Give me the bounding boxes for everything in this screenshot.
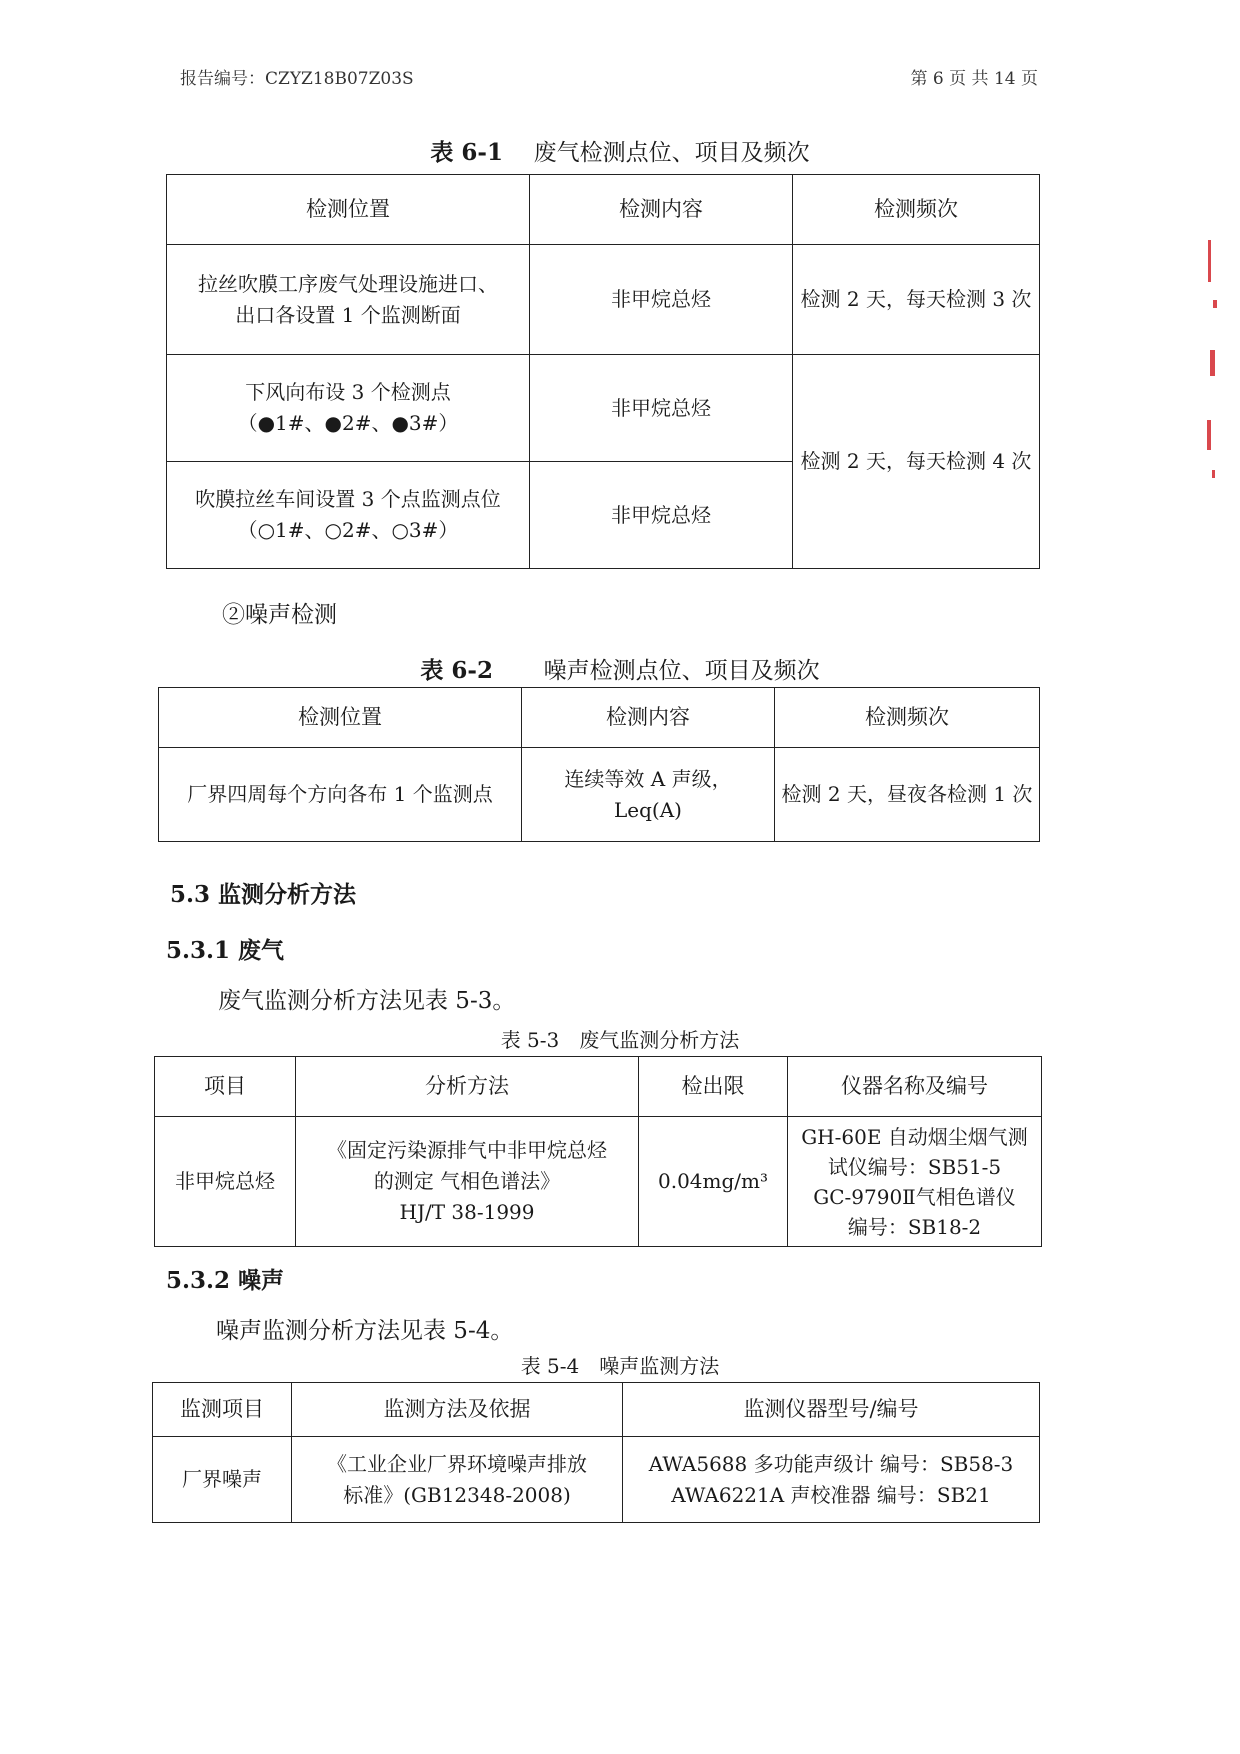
header-item: 监测项目 <box>153 1383 292 1437</box>
table-row <box>167 245 1040 355</box>
table-5-4 <box>152 1382 1040 1523</box>
cell-line: 标准》(GB12348-2008) <box>343 1482 571 1507</box>
table-row <box>159 748 1040 842</box>
cell-line: （●1#、●2#、●3#） <box>237 411 459 435</box>
cell-instrument <box>788 1117 1042 1247</box>
cell-method <box>296 1117 639 1247</box>
cell-line: GC-9790Ⅱ气相色谱仪 <box>813 1184 1016 1209</box>
table-6-1-title: 废气检测点位、项目及频次 <box>533 140 810 166</box>
cell-line: （○1#、○2#、○3#） <box>237 518 459 542</box>
header-method: 分析方法 <box>296 1057 639 1117</box>
cell-instrument <box>623 1437 1040 1523</box>
cell-line: GH-60E 自动烟尘烟气测 <box>801 1124 1028 1149</box>
cell-line: 试仪编号：SB51-5 <box>827 1154 1002 1179</box>
table-6-1-number: 表 6-1 <box>430 139 503 166</box>
cell-frequency: 检测 2 天，昼夜各检测 1 次 <box>775 748 1040 842</box>
section-5-3-2-heading: 5.3.2 噪声 <box>166 1267 285 1294</box>
cell-line: 拉丝吹膜工序废气处理设施进口、 <box>198 271 498 296</box>
cell-location <box>167 355 530 462</box>
cell-line: 《工业企业厂界环境噪声排放 <box>327 1451 587 1476</box>
cell-line: AWA5688 多功能声级计 编号：SB58-3 <box>648 1451 1014 1476</box>
page-indicator: 第 6 页 共 14 页 <box>910 69 1038 89</box>
header-instrument: 监测仪器型号/编号 <box>623 1383 1040 1437</box>
header-location: 检测位置 <box>167 175 530 245</box>
table-6-2-caption <box>0 652 1240 685</box>
table-row <box>153 1437 1040 1523</box>
cell-line: Leq(A) <box>614 797 682 822</box>
table-row <box>155 1117 1042 1247</box>
cell-location <box>167 245 530 355</box>
cell-item: 厂界噪声 <box>153 1437 292 1523</box>
header-instrument: 仪器名称及编号 <box>788 1057 1042 1117</box>
table-row <box>167 355 1040 462</box>
section-5-3-1-paragraph: 废气监测分析方法见表 5-3。 <box>218 988 516 1014</box>
cell-content: 非甲烷总烃 <box>530 245 793 355</box>
table-6-1-caption <box>0 134 1240 167</box>
table-header-row <box>159 688 1040 748</box>
cell-line: HJ/T 38-1999 <box>399 1200 535 1224</box>
cell-item: 非甲烷总烃 <box>155 1117 296 1247</box>
header-limit: 检出限 <box>639 1057 788 1117</box>
report-number: 报告编号：CZYZ18B07Z03S <box>180 69 414 89</box>
header-content: 检测内容 <box>530 175 793 245</box>
section-5-3-1-heading: 5.3.1 废气 <box>166 937 285 964</box>
cell-method <box>292 1437 623 1523</box>
header-method: 监测方法及依据 <box>292 1383 623 1437</box>
header-frequency: 检测频次 <box>775 688 1040 748</box>
cell-line: 《固定污染源排气中非甲烷总烃 <box>327 1138 607 1162</box>
table-5-3-caption: 表 5-3 废气监测分析方法 <box>500 1028 740 1052</box>
cell-line: 连续等效 A 声级， <box>564 766 732 791</box>
cell-limit: 0.04mg/m³ <box>639 1117 788 1247</box>
table-5-3 <box>154 1056 1042 1247</box>
cell-content: 非甲烷总烃 <box>530 462 793 569</box>
table-6-2 <box>158 687 1040 842</box>
cell-frequency: 检测 2 天，每天检测 3 次 <box>793 245 1040 355</box>
cell-line: 出口各设置 1 个监测断面 <box>235 302 461 327</box>
table-header-row <box>167 175 1040 245</box>
table-header-row <box>153 1383 1040 1437</box>
cell-content: 非甲烷总烃 <box>530 355 793 462</box>
table-6-2-number: 表 6-2 <box>420 657 493 684</box>
section-5-3-2-paragraph: 噪声监测分析方法见表 5-4。 <box>216 1318 514 1344</box>
header-location: 检测位置 <box>159 688 522 748</box>
header-item: 项目 <box>155 1057 296 1117</box>
cell-line: AWA6221A 声校准器 编号：SB21 <box>671 1482 991 1507</box>
table-6-2-title: 噪声检测点位、项目及频次 <box>543 658 820 684</box>
section-5-3-heading: 5.3 监测分析方法 <box>170 881 357 908</box>
header-frequency: 检测频次 <box>793 175 1040 245</box>
table-5-4-caption: 表 5-4 噪声监测方法 <box>520 1354 720 1378</box>
table-header-row <box>155 1057 1042 1117</box>
noise-subheading: ②噪声检测 <box>222 602 337 628</box>
cell-frequency: 检测 2 天，每天检测 4 次 <box>793 355 1040 569</box>
cell-line: 的测定 气相色谱法》 <box>373 1169 561 1193</box>
cell-line: 吹膜拉丝车间设置 3 个点监测点位 <box>195 487 501 511</box>
cell-line: 下风向布设 3 个检测点 <box>245 380 451 404</box>
cell-location <box>167 462 530 569</box>
table-6-1 <box>166 174 1040 569</box>
cell-line: 编号：SB18-2 <box>847 1214 982 1239</box>
cell-location: 厂界四周每个方向各布 1 个监测点 <box>159 748 522 842</box>
cell-content <box>522 748 775 842</box>
header-content: 检测内容 <box>522 688 775 748</box>
